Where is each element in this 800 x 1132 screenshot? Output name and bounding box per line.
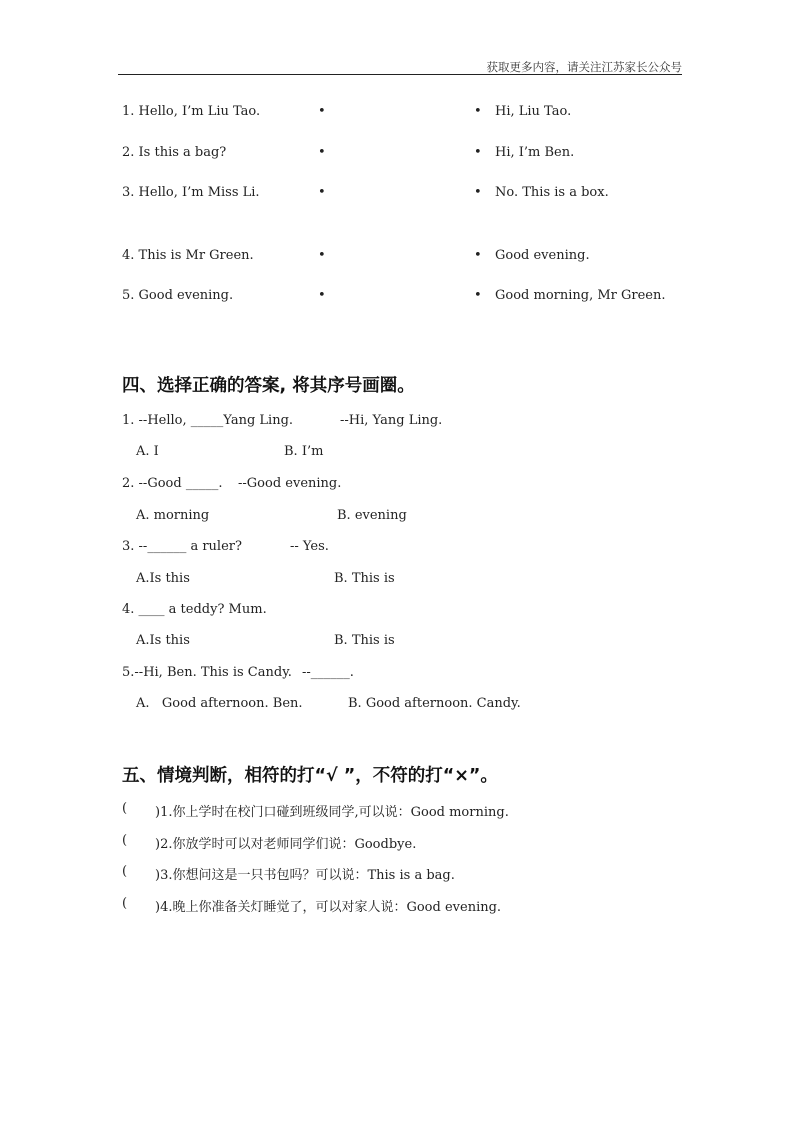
- question-3-option-a[interactable]: A.Is this: [136, 571, 190, 586]
- section-4-title: 四、选择正确的答案, 将其序号画圈。: [122, 376, 415, 396]
- match-left-dot-1[interactable]: •: [318, 104, 326, 119]
- match-right-1: Hi, Liu Tao.: [495, 104, 572, 119]
- match-right-dot-2[interactable]: •: [474, 145, 482, 160]
- question-1-option-b[interactable]: B. I’m: [284, 444, 324, 459]
- question-3-reply: -- Yes.: [290, 539, 329, 554]
- match-right-dot-1[interactable]: •: [474, 104, 482, 119]
- question-1-option-a[interactable]: A. I: [136, 444, 159, 459]
- question-5-option-a[interactable]: A. Good afternoon. Ben.: [136, 696, 303, 711]
- match-right-2: Hi, I’m Ben.: [495, 145, 575, 160]
- match-left-dot-2[interactable]: •: [318, 145, 326, 160]
- question-2-option-b[interactable]: B. evening: [337, 508, 407, 523]
- match-left-3: 3. Hello, I’m Miss Li.: [122, 185, 260, 200]
- header-note: 获取更多内容，请关注江苏家长公众号: [486, 60, 682, 74]
- match-left-dot-3[interactable]: •: [318, 185, 326, 200]
- match-left-5: 5. Good evening.: [122, 288, 234, 303]
- question-3-option-b[interactable]: B. This is: [334, 571, 395, 586]
- judgment-2-paren[interactable]: (: [122, 833, 128, 848]
- judgment-1-text: )1.你上学时在校门口碰到班级同学,可以说：Good morning.: [155, 805, 509, 820]
- match-left-4: 4. This is Mr Green.: [122, 248, 254, 263]
- question-2-stem: 2. --Good _____.: [122, 476, 223, 491]
- question-4-option-b[interactable]: B. This is: [334, 633, 395, 648]
- question-5-reply: --______.: [302, 665, 354, 680]
- question-3-stem: 3. --______ a ruler?: [122, 539, 242, 554]
- judgment-4-paren[interactable]: (: [122, 896, 128, 911]
- match-left-1: 1. Hello, I’m Liu Tao.: [122, 104, 261, 119]
- question-1-reply: --Hi, Yang Ling.: [340, 413, 443, 428]
- judgment-4-text: )4.晚上你准备关灯睡觉了，可以对家人说：Good evening.: [155, 900, 502, 915]
- question-4-option-a[interactable]: A.Is this: [136, 633, 190, 648]
- match-right-dot-4[interactable]: •: [474, 248, 482, 263]
- question-5-stem: 5.--Hi, Ben. This is Candy.: [122, 665, 292, 680]
- header-divider: [118, 74, 682, 75]
- question-2-reply: --Good evening.: [238, 476, 342, 491]
- match-right-dot-3[interactable]: •: [474, 185, 482, 200]
- match-left-2: 2. Is this a bag?: [122, 145, 227, 160]
- question-5-option-b[interactable]: B. Good afternoon. Candy.: [348, 696, 521, 711]
- match-left-dot-4[interactable]: •: [318, 248, 326, 263]
- match-right-dot-5[interactable]: •: [474, 288, 482, 303]
- question-4-stem: 4. ____ a teddy? Mum.: [122, 602, 267, 617]
- judgment-1-paren[interactable]: (: [122, 801, 128, 816]
- question-1-stem: 1. --Hello, _____Yang Ling.: [122, 413, 294, 428]
- match-left-dot-5[interactable]: •: [318, 288, 326, 303]
- match-right-3: No. This is a box.: [495, 185, 609, 200]
- match-right-5: Good morning, Mr Green.: [495, 288, 666, 303]
- question-2-option-a[interactable]: A. morning: [136, 508, 210, 523]
- judgment-2-text: )2.你放学时可以对老师同学们说：Goodbye.: [155, 837, 417, 852]
- section-5-title: 五、情境判断，相符的打“√ ”，不符的打“×”。: [122, 766, 498, 786]
- judgment-3-text: )3.你想问这是一只书包吗？可以说：This is a bag.: [155, 868, 455, 883]
- match-right-4: Good evening.: [495, 248, 590, 263]
- judgment-3-paren[interactable]: (: [122, 864, 128, 879]
